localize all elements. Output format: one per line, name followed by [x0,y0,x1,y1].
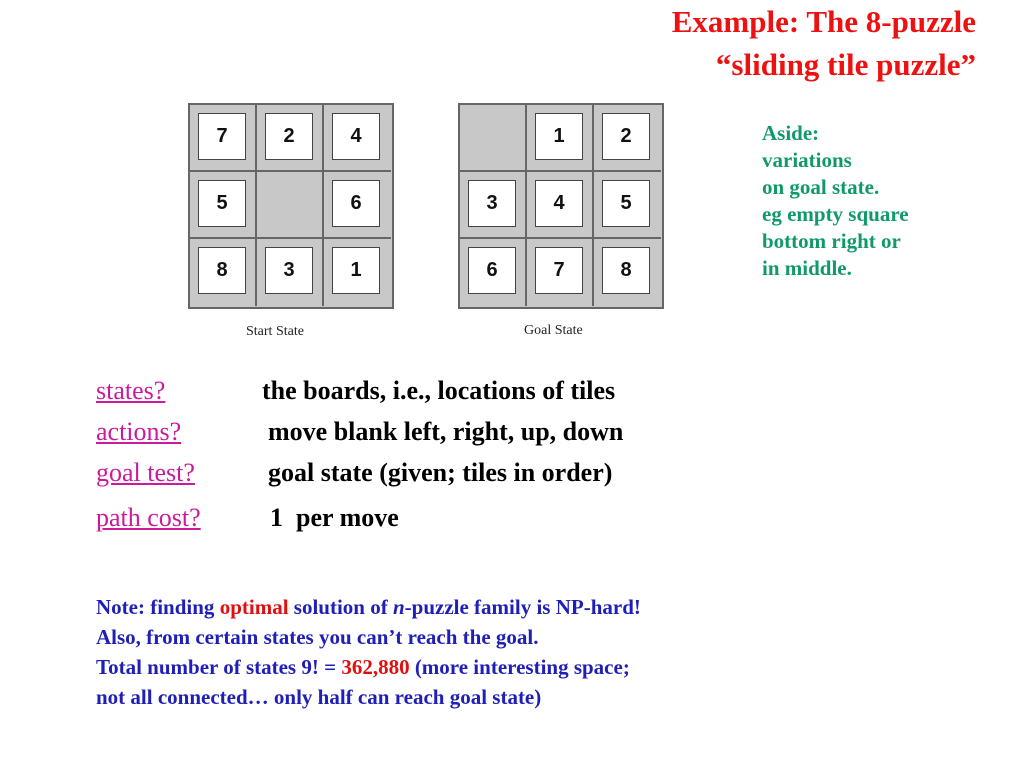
board-cell [527,172,594,239]
states-description: the boards, i.e., locations of tiles [262,376,616,405]
goal-state-board [458,103,664,309]
board-cell [594,105,661,172]
puzzle-tile: 2 [602,113,650,160]
puzzle-tile: 5 [602,180,650,227]
board-cell [460,172,527,239]
board-cell [257,239,324,306]
complexity-note [96,592,956,712]
puzzle-tile: 4 [332,113,380,160]
puzzle-tile: 8 [602,247,650,294]
definition-row [96,417,796,458]
note-text: (more interesting space; [409,655,630,679]
board-cell [324,239,391,306]
definition-row [96,458,796,503]
start-state-caption: Start State [246,324,304,339]
board-cell [594,239,661,306]
puzzle-tile: 1 [332,247,380,294]
board-cell [324,105,391,172]
title-line-2: “sliding tile puzzle” [715,47,976,82]
blank-cell [460,105,527,172]
puzzle-tile: 8 [198,247,246,294]
definition-row [96,376,796,417]
actions-description: move blank left, right, up, down [268,417,624,446]
goal-test-description: goal state (given; tiles in order) [268,458,613,487]
aside-line: in middle. [762,256,852,280]
board-cell [257,105,324,172]
title-line-1: Example: The 8-puzzle [671,4,976,39]
puzzle-tile: 6 [332,180,380,227]
state-count-highlight: 362,880 [341,655,410,679]
path-cost-link[interactable]: path cost? [96,503,201,532]
path-cost-description: 1 per move [270,503,399,532]
puzzle-tile: 3 [468,180,516,227]
puzzle-tile: 2 [265,113,313,160]
start-state-board [188,103,394,309]
goal-test-link[interactable]: goal test? [96,458,195,487]
goal-state-caption: Goal State [524,323,583,338]
problem-definition [96,376,796,544]
note-text: -puzzle family is NP-hard! [404,595,641,619]
note-line-4: not all connected… only half can reach goal state) [96,685,542,709]
puzzle-tile: 3 [265,247,313,294]
board-cell [527,105,594,172]
n-variable: n [392,595,405,619]
optimal-highlight: optimal [219,595,289,619]
aside-line: Aside: [762,121,820,145]
aside-line: on goal state. [762,175,880,199]
board-cell [460,239,527,306]
puzzle-tile: 6 [468,247,516,294]
board-cell [324,172,391,239]
board-cell [594,172,661,239]
board-cell [190,105,257,172]
note-line-1 [96,592,956,622]
definition-row [96,503,796,544]
board-cell [527,239,594,306]
board-cell [190,172,257,239]
puzzle-tile: 7 [535,247,583,294]
aside-line: eg empty square [762,202,909,226]
note-line-3 [96,652,956,682]
puzzle-tile: 1 [535,113,583,160]
actions-link[interactable]: actions? [96,417,182,446]
puzzle-tile: 4 [535,180,583,227]
states-link[interactable]: states? [96,376,166,405]
puzzle-tile: 7 [198,113,246,160]
puzzle-tile: 5 [198,180,246,227]
note-text: solution of [288,595,393,619]
slide-title [376,0,976,86]
aside-note [762,120,992,282]
aside-line: variations [762,148,852,172]
board-cell [190,239,257,306]
aside-line: bottom right or [762,229,901,253]
blank-cell [257,172,324,239]
note-text: Total number of states 9! = [96,655,342,679]
note-line-2: Also, from certain states you can’t reach the goal. [96,625,539,649]
note-text: Note: finding [96,595,220,619]
